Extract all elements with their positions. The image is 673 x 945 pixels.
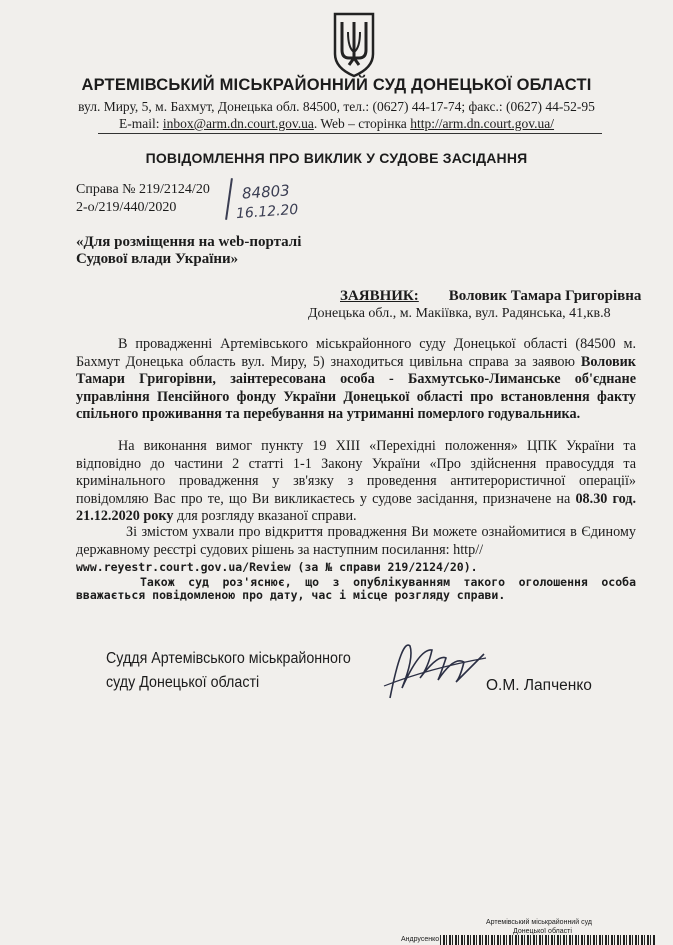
paragraph-case-subject: Воловик Тамари Григорівни, заінтересована особа - Бахмутсько-Лиманське об'єднане управління Пенсійного фонду України Донецької області про встановлення факту спільного проживання та перебування на утриманні померлого годувальника. — [76, 353, 636, 422]
paragraph-case-info — [76, 336, 636, 424]
portal-note-line2: Судової влади України» — [76, 251, 239, 267]
hearing-datetime: 08.30 год. 21.12.2020 року — [76, 490, 636, 524]
summons-text: На виконання вимог пункту 19 XIII «Перехідні положення» ЦПК України та відповідно до частини 2 статті 1-1 Закону України «Про здійснення правосуддя та кримінального провадження у зв'язку з проведення антитерористичної операції» повідомляю Вас про те, що Ви викликаєтесь у судове засідання, призначене на — [76, 438, 636, 507]
paragraph-registry — [76, 524, 636, 577]
paragraph-summons — [76, 438, 636, 526]
summons-tail: для розгляду вказаної справи. — [173, 508, 357, 524]
applicant-label: ЗАЯВНИК: — [340, 288, 419, 304]
barcode — [440, 935, 655, 945]
portal-note-line1: «Для розміщення на web-порталі — [76, 234, 302, 250]
handwritten-date: 16.12.20 — [235, 201, 299, 223]
judge-name: О.М. Лапченко — [486, 677, 592, 694]
registry-link[interactable]: www.reyestr.court.gov.ua/Review (за № справи 219/2124/20). — [76, 560, 478, 574]
paragraph-case-intro: В провадженні Артемівського міськрайонного суду Донецької області (84500 м. Бахмут Донецька область вул. Миру, 5) знаходиться цивільна справа за заявою — [76, 336, 636, 370]
web-link[interactable]: http://arm.dn.court.gov.ua/ — [410, 116, 555, 131]
proceeding-number: 2-о/219/440/2020 — [76, 200, 177, 215]
handwritten-slash — [225, 178, 233, 220]
header-divider — [98, 133, 602, 134]
footer-clerk: Андрусенко — [401, 936, 440, 943]
court-address: вул. Миру, 5, м. Бахмут, Донецька обл. 84500, тел.: (0627) 44-17-74; факс.: (0627) 44-52-95 — [78, 99, 595, 114]
handwritten-registration: 84803 — [241, 181, 291, 203]
footer-stamp-line1: Артемівський міськрайонний суд — [486, 919, 592, 926]
case-number: Справа № 219/2124/20 — [76, 182, 210, 197]
trident-emblem-icon — [331, 10, 377, 78]
handwritten-signature — [380, 628, 490, 708]
applicant-name: Воловик Тамара Григорівна — [448, 288, 642, 304]
applicant-address: Донецька обл., м. Макіївка, вул. Радянська, 41,кв.8 — [308, 306, 611, 321]
registry-text: Зі змістом ухвали про відкриття провадження Ви можете ознайомитися в Єдиному державному реєстрі судових рішень за наступним посилання: http// — [76, 524, 636, 558]
court-name: АРТЕМІВСЬКИЙ МІСЬКРАЙОННИЙ СУД ДОНЕЦЬКОЇ ОБЛАСТІ — [81, 76, 592, 94]
document-title: ПОВІДОМЛЕННЯ ПРО ВИКЛИК У СУДОВЕ ЗАСІДАННЯ — [145, 150, 528, 166]
judge-title-line2: суду Донецької області — [106, 674, 260, 691]
court-contacts — [0, 116, 673, 132]
email-label: E-mail: — [118, 116, 163, 131]
applicant — [340, 288, 641, 305]
footer-stamp-line2: Донецької області — [513, 928, 572, 935]
web-label: . Web – сторінка — [313, 116, 411, 131]
publication-notice: Також суд роз'яснює, що з опублікуванням такого оголошення особа вважається повідомленою про дату, час і місце розгляду справи. — [76, 575, 636, 602]
email-link[interactable]: inbox@arm.dn.court.gov.ua — [162, 116, 314, 131]
judge-title-line1: Суддя Артемівського міськрайонного — [106, 650, 351, 667]
